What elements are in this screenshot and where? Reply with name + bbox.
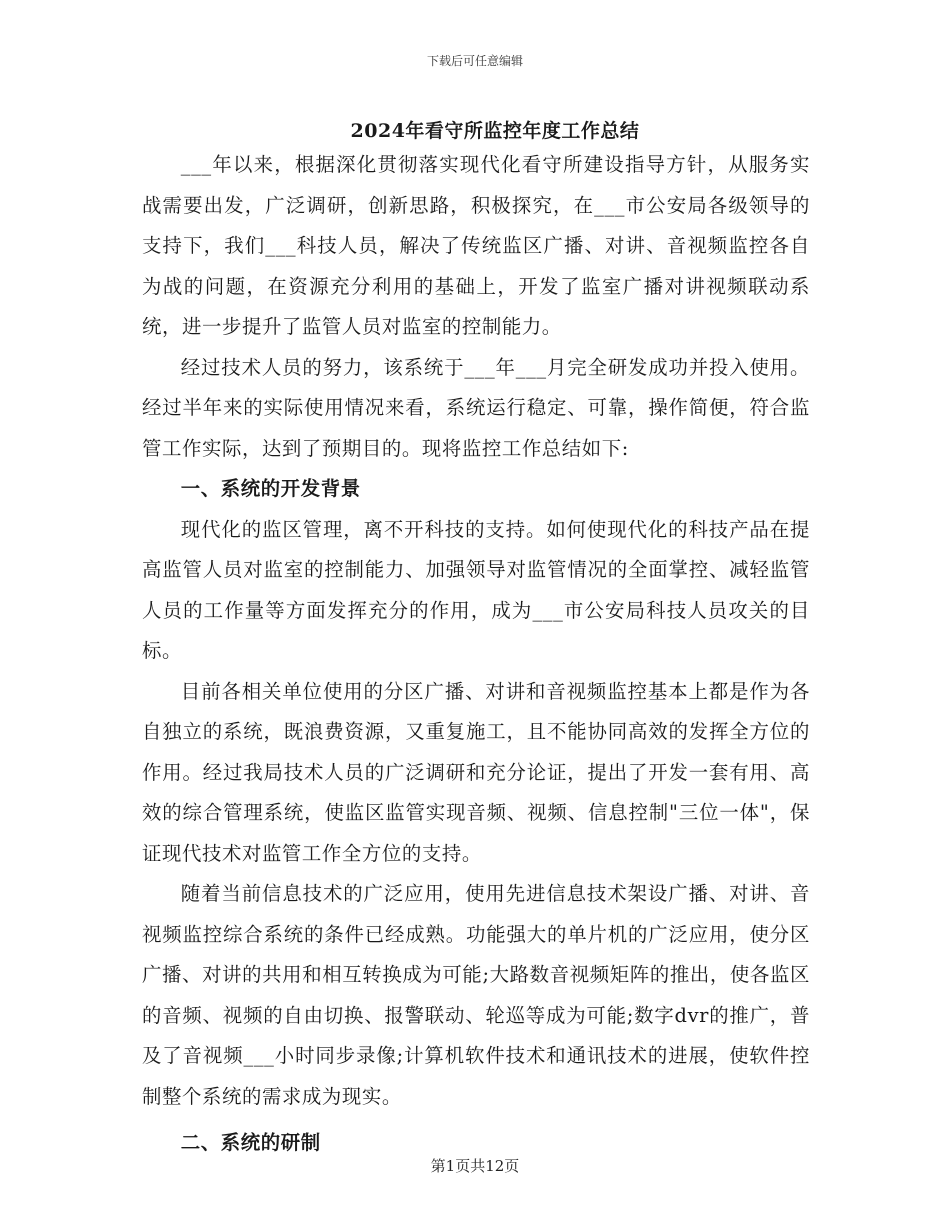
section-heading-background: 一、系统的开发背景: [180, 477, 361, 500]
paragraph-summary: 经过技术人员的努力，该系统于___年___月完全研发成功并投入使用。经过半年来的实际使用情况来看，系统运行稳定、可靠，操作简便，符合监管工作实际，达到了预期目的。现将监控工作总结如下:: [142, 355, 810, 460]
paragraph-background-3: 随着当前信息技术的广泛应用，使用先进信息技术架设广播、对讲、音视频监控综合系统的条件已经成熟。功能强大的单片机的广泛应用，使分区广播、对讲的共用和相互转换成为可能;大路数音视频矩阵的推出，使各监区的音频、视频的自由切换、报警联动、轮巡等成为可能;数字dvr的推广，普及了音视频___小时同步录像;计算机软件技术和通讯技术的进展，使软件控制整个系统的需求成为现实。: [142, 882, 810, 1108]
paragraph-background-2: 目前各相关单位使用的分区广播、对讲和音视频监控基本上都是作为各自独立的系统，既浪费资源，又重复施工，且不能协同高效的发挥全方位的作用。经过我局技术人员的广泛调研和充分论证，提出了开发一套有用、高效的综合管理系统，使监区监管实现音频、视频、信息控制"三位一体"，保证现代技术对监管工作全方位的支持。: [142, 679, 810, 865]
header-note: 下载后可任意编辑: [426, 54, 523, 68]
paragraph-intro: ___年以来，根据深化贯彻落实现代化看守所建设指导方针，从服务实战需要出发，广泛调研，创新思路，积极探究，在___市公安局各级领导的支持下，我们___科技人员，解决了传统监区广播、对讲、音视频监控各自为战的问题，在资源充分利用的基础上，开发了监室广播对讲视频联动系统，进一步提升了监管人员对监室的控制能力。: [142, 153, 810, 338]
document-body: [142, 145, 810, 1164]
page-footer: 第1页共12页: [430, 1157, 520, 1175]
section-heading-development: 二、系统的研制: [180, 1131, 321, 1154]
document-title: 2024年看守所监控年度工作总结: [350, 120, 640, 142]
paragraph-background-1: 现代化的监区管理，离不开科技的支持。如何使现代化的科技产品在提高监管人员对监室的控制能力、加强领导对监管情况的全面掌控、减轻监管人员的工作量等方面发挥充分的作用，成为___市公安局科技人员攻关的目标。: [142, 517, 810, 662]
